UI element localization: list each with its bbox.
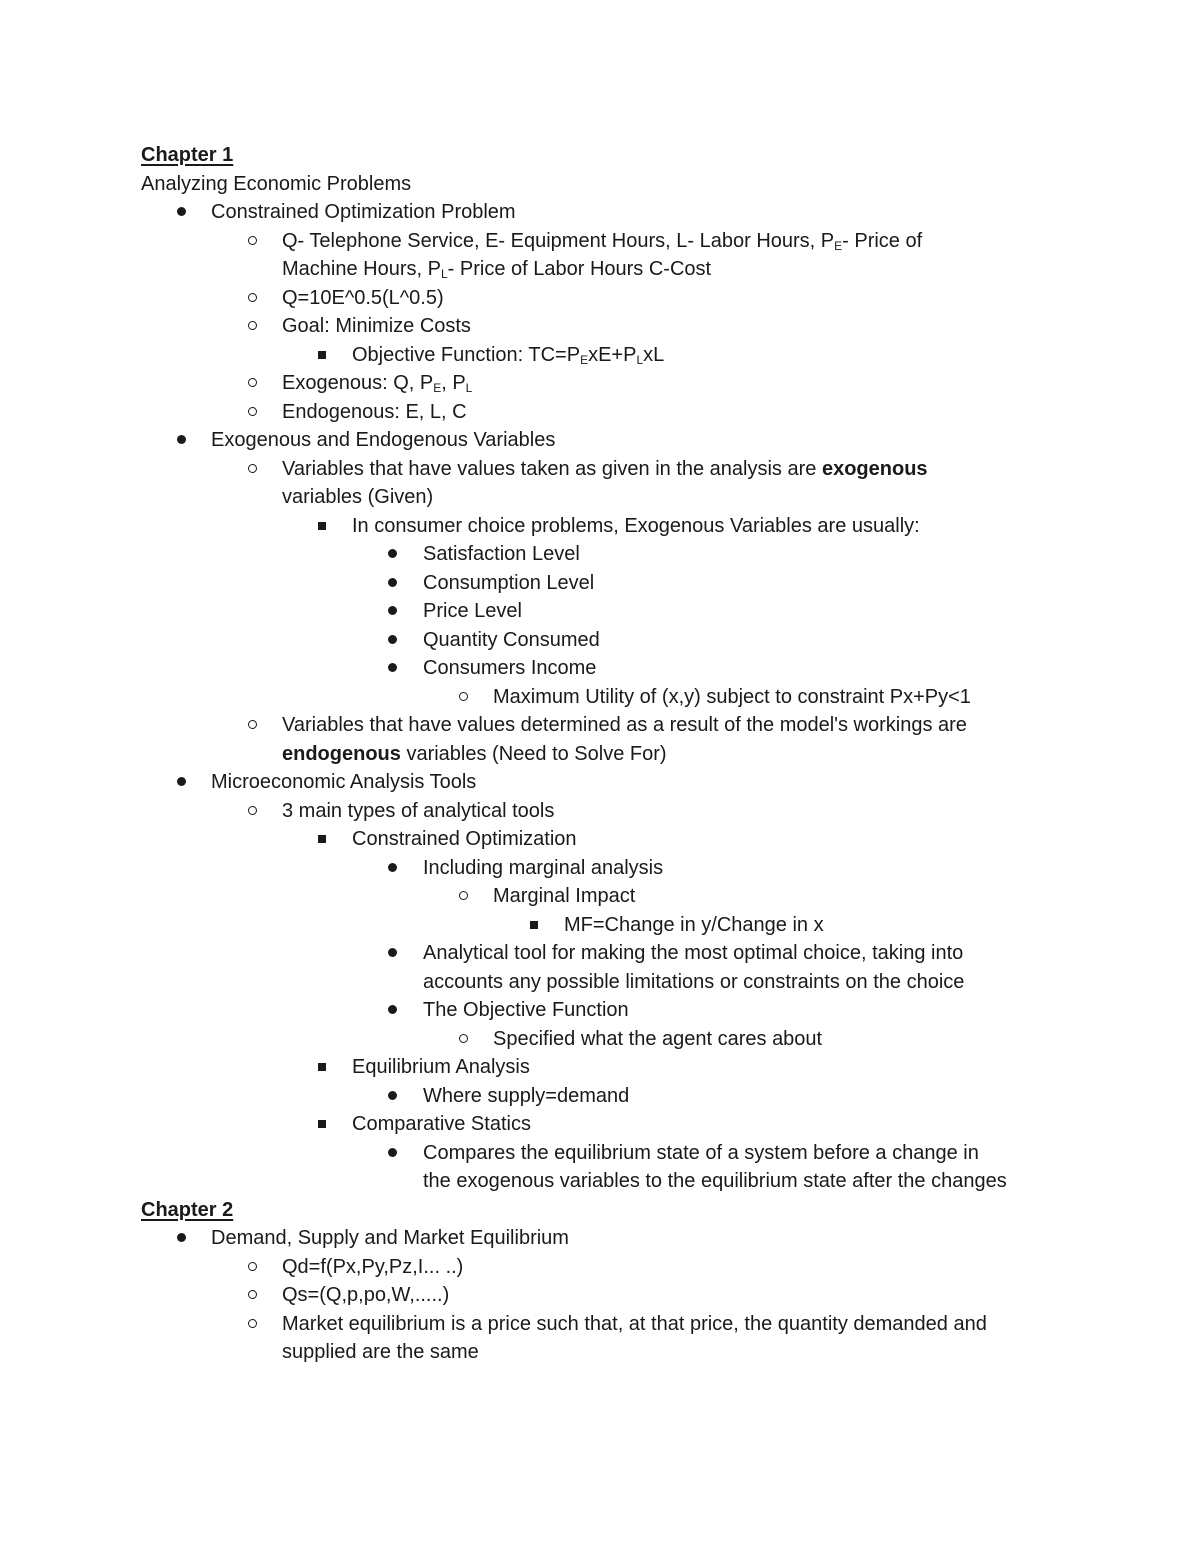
- list-item: Variables that have values taken as given in the analysis are exogenous: [141, 455, 1101, 484]
- list-item: Compares the equilibrium state of a system before a change in: [141, 1139, 1101, 1168]
- bullet-icon: [242, 1281, 262, 1310]
- list-item: Quantity Consumed: [141, 626, 1101, 655]
- bullet-icon: [312, 825, 332, 854]
- bullet-icon: [382, 654, 402, 683]
- bullet-icon: [171, 768, 191, 797]
- bullet-icon: [312, 1053, 332, 1082]
- bullet-icon: [171, 1224, 191, 1253]
- list-item: Goal: Minimize Costs: [141, 312, 1101, 341]
- bullet-icon: [382, 597, 402, 626]
- list-item: Consumers Income: [141, 654, 1101, 683]
- bullet-icon: [242, 398, 262, 427]
- chapter-1-heading: Chapter 1: [141, 144, 234, 166]
- list-item: The Objective Function: [141, 996, 1101, 1025]
- bullet-icon: [382, 1139, 402, 1168]
- list-item: Microeconomic Analysis Tools: [141, 768, 1101, 797]
- bullet-icon: [242, 797, 262, 826]
- bullet-icon: [242, 1310, 262, 1339]
- bullet-icon: [242, 711, 262, 740]
- list-item-continuation: variables (Given): [282, 486, 434, 508]
- bullet-icon: [242, 369, 262, 398]
- list-item: Where supply=demand: [141, 1082, 1101, 1111]
- bullet-icon: [242, 1253, 262, 1282]
- bullet-icon: [312, 512, 332, 541]
- list-item: Exogenous: Q, $P_E$, $P_L$: [141, 369, 1101, 398]
- list-item-continuation: accounts any possible limitations or constraints on the choice: [423, 970, 965, 993]
- list-item: Maximum Utility of (x,y) subject to constraint Px+Py<1: [141, 683, 1101, 712]
- list-item: Endogenous: E, L, C: [141, 398, 1101, 427]
- list-item: 3 main types of analytical tools: [141, 797, 1101, 826]
- bullet-icon: [382, 939, 402, 968]
- list-item: Marginal Impact: [141, 882, 1101, 911]
- list-item: Price Level: [141, 597, 1101, 626]
- bullet-icon: [242, 455, 262, 484]
- list-item: Including marginal analysis: [141, 854, 1101, 883]
- bullet-icon: [171, 426, 191, 455]
- list-item: Variables that have values determined as a result of the model's workings are: [141, 711, 1101, 740]
- list-item: Analytical tool for making the most optimal choice, taking into: [141, 939, 1101, 968]
- bullet-icon: [242, 284, 262, 313]
- bullet-icon: [242, 312, 262, 341]
- list-item: Demand, Supply and Market Equilibrium: [141, 1224, 1101, 1253]
- bullet-icon: [242, 227, 262, 256]
- bullet-icon: [312, 341, 332, 370]
- bullet-icon: [312, 1110, 332, 1139]
- bullet-icon: [453, 882, 473, 911]
- list-item: Market equilibrium is a price such that, at that price, the quantity demanded and: [141, 1310, 1101, 1339]
- list-item: Constrained Optimization: [141, 825, 1101, 854]
- list-item: Equilibrium Analysis: [141, 1053, 1101, 1082]
- list-item: Q=10E^0.5(L^0.5): [141, 284, 1101, 313]
- bullet-icon: [453, 683, 473, 712]
- list-item: Comparative Statics: [141, 1110, 1101, 1139]
- bullet-icon: [382, 626, 402, 655]
- list-item: Specified what the agent cares about: [141, 1025, 1101, 1054]
- chapter-2-heading: Chapter 2: [141, 1198, 234, 1221]
- list-item: Satisfaction Level: [141, 540, 1101, 569]
- bullet-icon: [382, 569, 402, 598]
- bullet-icon: [382, 854, 402, 883]
- list-item: MF=Change in y/Change in x: [141, 911, 1101, 940]
- bullet-icon: [453, 1025, 473, 1054]
- list-item: In consumer choice problems, Exogenous Variables are usually:: [141, 512, 1101, 541]
- list-item: Qs=(Q,p,po,W,.....): [141, 1281, 1101, 1310]
- list-item: Constrained Optimization Problem: [141, 198, 1101, 227]
- list-item-continuation: endogenous variables (Need to Solve For): [282, 742, 667, 765]
- bullet-icon: [171, 198, 191, 227]
- list-item: Consumption Level: [141, 569, 1101, 598]
- list-item-continuation: the exogenous variables to the equilibrium state after the changes: [423, 1170, 1007, 1192]
- list-item: Exogenous and Endogenous Variables: [141, 426, 1101, 455]
- bullet-icon: [382, 540, 402, 569]
- list-item: Qd=f(Px,Py,Pz,I... ..): [141, 1253, 1101, 1282]
- bullet-icon: [382, 1082, 402, 1111]
- document-body: [141, 141, 1101, 1367]
- list-item-continuation: Machine Hours, $P_L-$ Price of Labor Hours C-Cost: [282, 258, 712, 281]
- list-item: Objective Function: $TC=P_ExE+P_LxL$: [141, 341, 1101, 370]
- list-item-continuation: supplied are the same: [282, 1341, 479, 1363]
- bullet-icon: [382, 996, 402, 1025]
- chapter-1-subtitle: Analyzing Economic Problems: [141, 172, 412, 195]
- bullet-icon: [524, 911, 544, 940]
- list-item: Q- Telephone Service, E- Equipment Hours, L- Labor Hours, $P_E-$ Price of: [141, 227, 1101, 256]
